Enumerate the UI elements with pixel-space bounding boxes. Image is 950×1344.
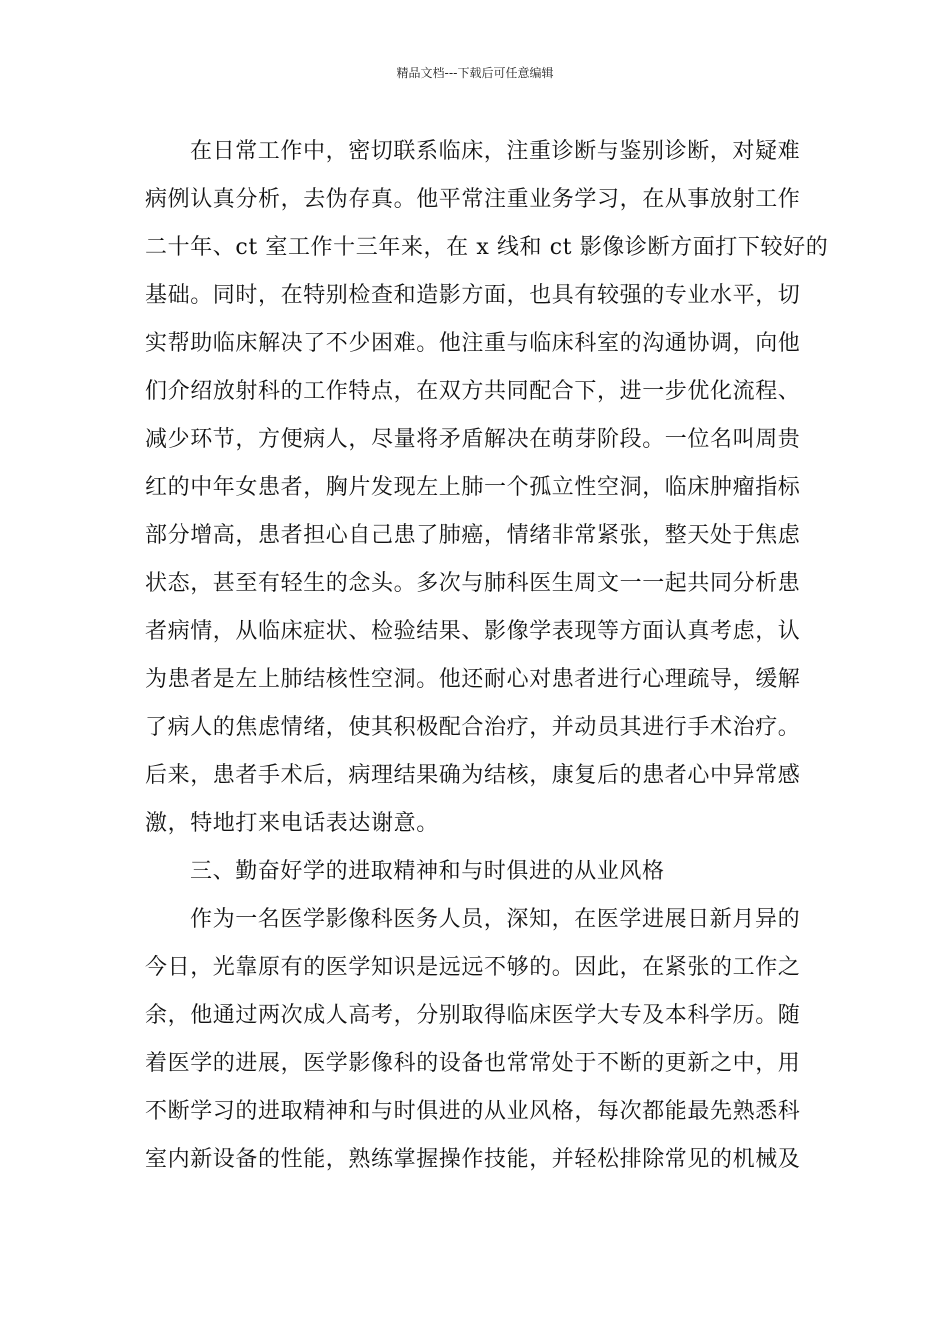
- paragraph-line: 不断学习的进取精神和与时俱进的从业风格，每次都能最先熟悉科: [145, 1099, 801, 1124]
- paragraph-line: 们介绍放射科的工作特点，在双方共同配合下，进一步优化流程、: [145, 379, 801, 404]
- paragraph-line: 激，特地打来电话表达谢意。: [145, 811, 439, 836]
- paragraph-line: 了病人的焦虑情绪，使其积极配合治疗，并动员其进行手术治疗。: [145, 715, 801, 740]
- paragraph-line: 者病情，从临床症状、检验结果、影像学表现等方面认真考虑，认: [145, 619, 801, 644]
- paragraph-line: 为患者是左上肺结核性空洞。他还耐心对患者进行心理疏导，缓解: [145, 667, 801, 692]
- paragraph-line: 病例认真分析，去伪存真。他平常注重业务学习，在从事放射工作: [145, 187, 801, 212]
- paragraph-line: 室内新设备的性能，熟练掌握操作技能，并轻松排除常见的机械及: [145, 1147, 801, 1172]
- paragraph-line: 基础。同时，在特别检查和造影方面，也具有较强的专业水平，切: [145, 283, 801, 308]
- paragraph-line: 红的中年女患者，胸片发现左上肺一个孤立性空洞，临床肿瘤指标: [145, 475, 801, 500]
- paragraph-line: 部分增高，患者担心自己患了肺癌，情绪非常紧张，整天处于焦虑: [145, 523, 801, 548]
- paragraph-line: 二十年、ct 室工作十三年来，在 x 线和 ct 影像诊断方面打下较好的: [145, 235, 829, 260]
- paragraph-line: 余，他通过两次成人高考，分别取得临床医学大专及本科学历。随: [145, 1003, 801, 1028]
- paragraph-line: 在日常工作中，密切联系临床，注重诊断与鉴别诊断，对疑难: [190, 139, 801, 164]
- page-header: 精品文档---下载后可任意编辑: [396, 66, 554, 80]
- paragraph-line: 状态，甚至有轻生的念头。多次与肺科医生周文一一起共同分析患: [145, 571, 801, 596]
- section-heading: 三、勤奋好学的进取精神和与时俱进的从业风格: [190, 859, 665, 884]
- paragraph-line: 作为一名医学影像科医务人员，深知，在医学进展日新月异的: [190, 907, 801, 932]
- paragraph-line: 后来，患者手术后，病理结果确为结核，康复后的患者心中异常感: [145, 763, 801, 788]
- paragraph-line: 实帮助临床解决了不少困难。他注重与临床科室的沟通协调，向他: [145, 331, 801, 356]
- paragraph-line: 今日，光靠原有的医学知识是远远不够的。因此，在紧张的工作之: [145, 955, 801, 980]
- paragraph-line: 减少环节，方便病人，尽量将矛盾解决在萌芽阶段。一位名叫周贵: [145, 427, 801, 452]
- paragraph-line: 着医学的进展，医学影像科的设备也常常处于不断的更新之中，用: [145, 1051, 801, 1076]
